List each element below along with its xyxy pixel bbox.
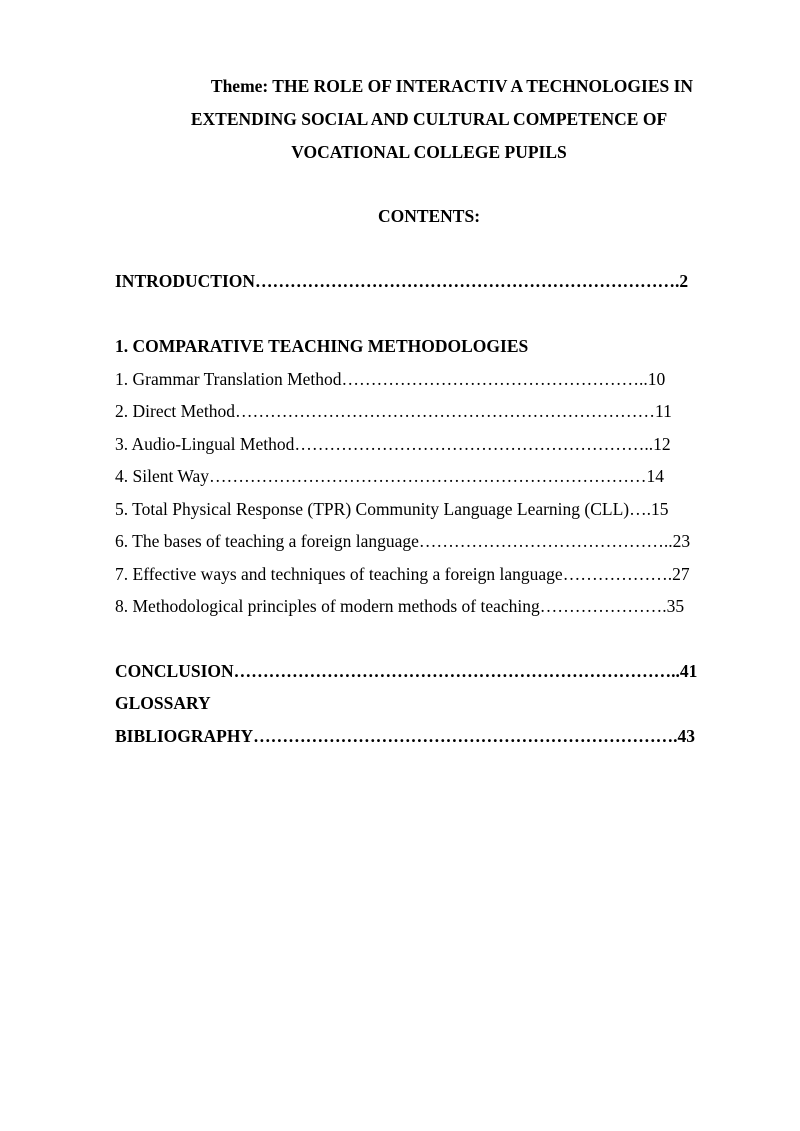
toc-entry-8: 8. Methodological principles of modern methods of teaching………………….35 bbox=[115, 596, 685, 616]
toc-entry-2: 2. Direct Method………………………………………………………………11 bbox=[115, 401, 672, 421]
toc-entry-glossary: GLOSSARY bbox=[115, 693, 211, 713]
toc-entry-6: 6. The bases of teaching a foreign language……………………………………..23 bbox=[115, 531, 691, 551]
toc-chapter-1-heading: 1. COMPARATIVE TEACHING METHODOLOGIES bbox=[115, 336, 529, 356]
toc-entry-5: 5. Total Physical Response (TPR) Community Language Learning (CLL)….15 bbox=[115, 499, 669, 519]
toc-entry-conclusion: CONCLUSION…………………………………………………………………..41 bbox=[115, 661, 698, 681]
toc-entry-3: 3. Audio-Lingual Method……………………………………………………..12 bbox=[115, 434, 671, 454]
toc-entry-introduction: INTRODUCTION……………………………………………………………….2 bbox=[115, 271, 689, 291]
title-line-3: VOCATIONAL COLLEGE PUPILS bbox=[291, 142, 567, 162]
toc-entry-bibliography: BIBLIOGRAPHY……………………………………………………………….43 bbox=[115, 726, 695, 746]
toc-entry-4: 4. Silent Way…………………………………………………………………14 bbox=[115, 466, 665, 486]
toc-entry-7: 7. Effective ways and techniques of teaching a foreign language……………….27 bbox=[115, 564, 690, 584]
contents-heading: CONTENTS: bbox=[377, 206, 481, 226]
title-line-2: EXTENDING SOCIAL AND CULTURAL COMPETENCE OF bbox=[190, 109, 668, 129]
title-line-1: Theme: THE ROLE OF INTERACTIV A TECHNOLOGIES IN bbox=[210, 76, 694, 96]
toc-entry-1: 1. Grammar Translation Method……………………………………………..10 bbox=[115, 369, 666, 389]
